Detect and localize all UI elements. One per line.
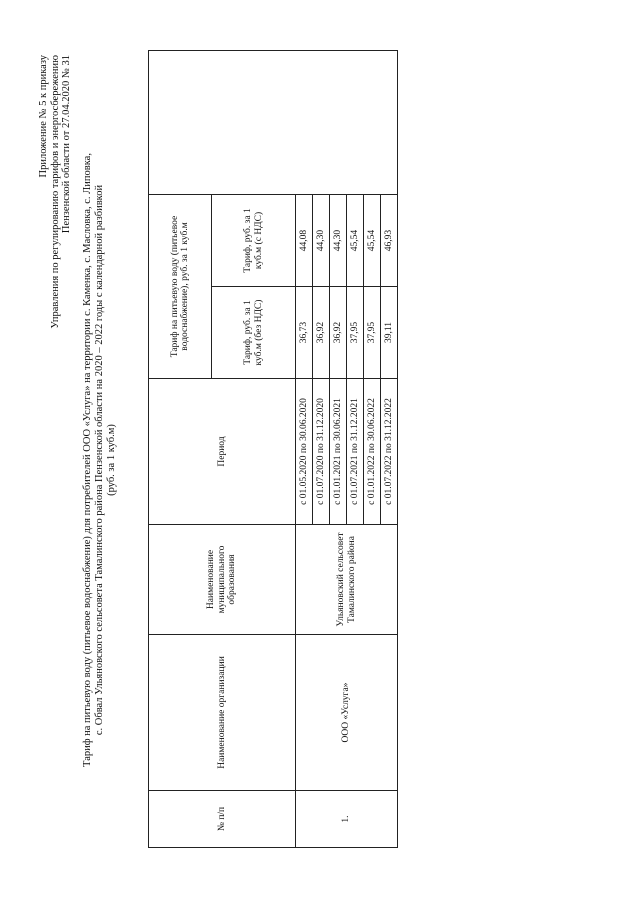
cell-vat: 45,54 [347, 194, 364, 286]
cell-no-vat: 39,11 [381, 287, 398, 379]
cell-period: с 01.07.2020 по 31.12.2020 [313, 379, 330, 525]
cell-vat: 44,30 [313, 194, 330, 286]
header-mun: Наименование муниципального образования [149, 525, 296, 635]
title-line-1: Тариф на питьевую воду (питьевое водоснабжение) для потребителей ООО «Услуга» на территории с. Каменка, с. Масловка, с. Липовка, [82, 153, 93, 767]
cell-period: с 01.07.2021 по 31.12.2021 [347, 379, 364, 525]
document-title [82, 50, 118, 870]
header-tariff-group: Тариф на питьевую воду (питьевое водоснабжение), руб. за 1 куб.м [149, 194, 212, 378]
tariff-table [148, 50, 398, 848]
header-period: Период [149, 379, 296, 525]
cell-vat: 45,54 [364, 194, 381, 286]
cell-vat: 44,08 [296, 194, 313, 286]
cell-mun: Ульяновский сельсовет Тамалинского района [296, 525, 398, 635]
appendix-line-2: Управления по регулированию тарифов и энергосбережению [49, 55, 61, 329]
cell-no-vat: 36,92 [313, 287, 330, 379]
cell-num: 1. [296, 791, 398, 848]
cell-no-vat: 37,95 [347, 287, 364, 379]
header-tariff-no-vat: Тариф, руб. за 1 куб.м (без НДС) [212, 287, 296, 379]
cell-vat: 46,93 [381, 194, 398, 286]
title-line-2: с. Обвал Ульяновского сельсовета Тамалинского района Пензенской области на 2020 – 2022 годы с календарной разбивкой [94, 184, 105, 736]
cell-period: с 01.05.2020 по 30.06.2020 [296, 379, 313, 525]
cell-period: с 01.01.2021 по 30.06.2021 [330, 379, 347, 525]
header-row [149, 50, 212, 847]
title-line-3: (руб. за 1 куб.м) [106, 424, 117, 496]
header-tariff-vat: Тариф, руб. за 1 куб.м (с НДС) [212, 194, 296, 286]
cell-org: ООО «Услуга» [296, 635, 398, 791]
appendix-line-1: Приложение № 5 к приказу [38, 55, 49, 178]
cell-no-vat: 36,73 [296, 287, 313, 379]
appendix-header [38, 55, 73, 345]
cell-vat: 44,30 [330, 194, 347, 286]
cell-period: с 01.07.2022 по 31.12.2022 [381, 379, 398, 525]
cell-no-vat: 37,95 [364, 287, 381, 379]
cell-period: с 01.01.2022 по 30.06.2022 [364, 379, 381, 525]
header-num: № п/п [149, 791, 296, 848]
header-org: Наименование организации [149, 635, 296, 791]
cell-no-vat: 36,92 [330, 287, 347, 379]
empty-column [149, 50, 398, 194]
appendix-line-3: Пензенской области от 27.04.2020 № 31 [61, 55, 72, 234]
